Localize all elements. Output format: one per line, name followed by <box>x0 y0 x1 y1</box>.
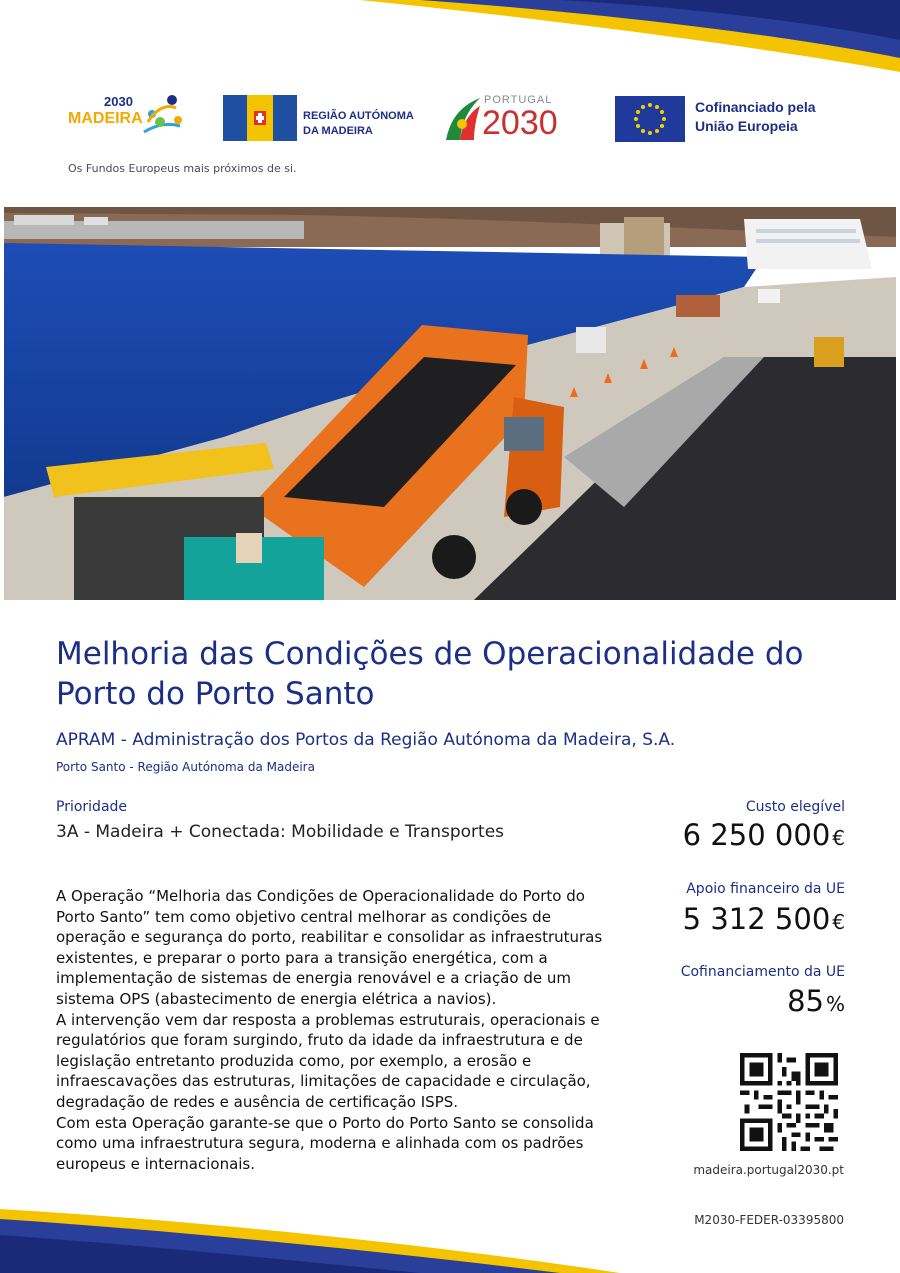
cofinancing-label: Cofinanciamento da UE <box>680 964 845 980</box>
bottom-swoosh-decoration <box>0 1205 900 1273</box>
madeira-2030-logo-year: 2030 <box>104 94 133 109</box>
description-paragraph: A Operação “Melhoria das Condições de Operacionalidade do Porto do Porto Santo” tem como objetivo central melhorar as condições de operação e segurança do porto, reabilitar e consolidar as infraestruturas existentes, e preparar o porto para a transição energética, com a implementação de sistemas de energia renovável e a criação de um sistema OPS (abastecimento de energia elétrica a navios). <box>56 887 603 1008</box>
website-link[interactable]: madeira.portugal2030.pt <box>693 1163 844 1177</box>
eu-support-value <box>683 902 845 936</box>
cofinancing-value <box>787 984 845 1018</box>
description-paragraph: A intervenção vem dar resposta a problemas estruturais, operacionais e regulatórios que foram surgindo, fruto da idade da infraestrutura e de legislação entretanto produzida como, por exemplo, a erosão e infraescavações das estruturas, limitações de capacidade e circulação, degradação de redes e ausência de certificação ISPS. <box>56 1010 600 1111</box>
priority-label: Prioridade <box>56 799 128 815</box>
regiao-autonoma-logo <box>223 95 413 143</box>
eu-logo-line2: União Europeia <box>695 118 798 134</box>
eligible-cost-label: Custo elegível <box>745 799 845 815</box>
top-swoosh-decoration <box>0 0 900 80</box>
qr-code[interactable] <box>740 1053 838 1151</box>
priority-value: 3A - Madeira + Conectada: Mobilidade e Transportes <box>56 822 505 842</box>
madeira-flag-icon <box>223 95 297 141</box>
cofinancing-amount: 85 <box>787 984 824 1018</box>
cofinancing-unit: % <box>825 992 845 1016</box>
tagline: Os Fundos Europeus mais próximos de si. <box>68 162 297 175</box>
regiao-logo-line1: REGIÃO AUTÓNOMA <box>303 110 414 122</box>
eligible-cost-amount: 6 250 000 <box>682 818 831 852</box>
portugal-flag-swirl-icon <box>444 96 482 142</box>
eligible-cost-value <box>683 818 845 852</box>
portugal-2030-logo <box>444 94 574 144</box>
madeira-2030-logo-name: MADEIRA <box>68 110 143 127</box>
eu-logo-line1: Cofinanciado pela <box>695 99 816 115</box>
portugal-logo-year: 2030 <box>482 104 558 142</box>
description-paragraph: Com esta Operação garante-se que o Porto do Porto Santo se consolida como uma infraestrutura segura, moderna e alinhada com os padrões europeus e internacionais. <box>56 1113 594 1173</box>
madeira-2030-star-icon <box>138 92 184 140</box>
eu-flag-icon <box>615 96 685 142</box>
beneficiary-name: APRAM - Administração dos Portos da Região Autónoma da Madeira, S.A. <box>56 730 676 750</box>
regiao-logo-line2: DA MADEIRA <box>303 125 373 137</box>
eu-support-label: Apoio financeiro da UE <box>686 881 845 897</box>
eu-support-unit: € <box>832 910 845 934</box>
eu-support-amount: 5 312 500 <box>682 902 831 936</box>
project-description <box>56 886 606 1174</box>
project-location: Porto Santo - Região Autónoma da Madeira <box>56 760 315 774</box>
portugal-logo-small-text: PORTUGAL <box>484 94 553 106</box>
eligible-cost-unit: € <box>832 826 845 850</box>
project-title: Melhoria das Condições de Operacionalidade do Porto do Porto Santo <box>56 636 804 712</box>
operation-reference: M2030-FEDER-03395800 <box>694 1213 844 1227</box>
eu-cofinancing-logo <box>615 96 855 142</box>
madeira-2030-logo <box>66 92 184 144</box>
hero-photo-port-paving <box>4 207 896 600</box>
